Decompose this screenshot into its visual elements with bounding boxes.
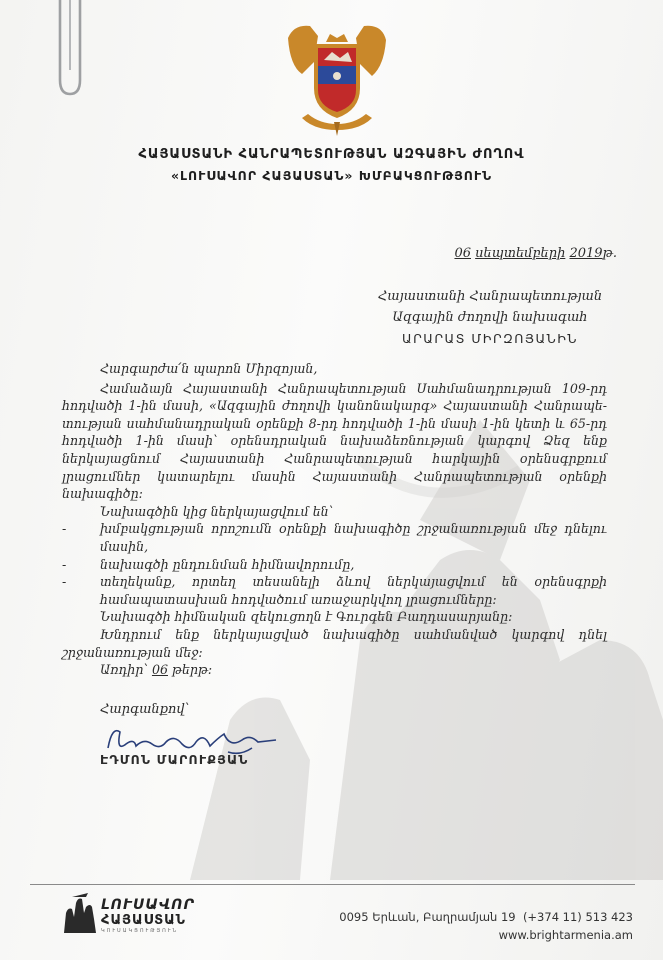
footer-address bbox=[339, 910, 633, 924]
logo-line2: ՀԱՅԱՍՏԱՆ bbox=[101, 913, 186, 928]
list-item: - նախագծի ընդունման հիմնավորումը, bbox=[62, 556, 607, 574]
date-month: սեպտեմբերի bbox=[475, 246, 566, 261]
faction-title: «ԼՈՒՍԱՎՈՐ ՀԱՅԱՍՏԱՆ» ԽՄԲԱԿՑՈՒԹՅՈՒՆ bbox=[170, 168, 493, 183]
greeting: Հարգարժա՛ն պարոն Միրզոյան, bbox=[100, 361, 318, 376]
recipient-line1: Հայաստանի Հանրապետության bbox=[377, 289, 603, 304]
attachments-intro: Նախագծին կից ներկայացվում են՝ bbox=[100, 503, 334, 519]
speaker-line: Նախագծի հիմնական զեկուցողն է Գուրգեն Բաղդասարյանը: bbox=[100, 609, 513, 625]
attachment-label: Առդիր՝ bbox=[100, 662, 148, 678]
letter-body bbox=[62, 360, 607, 679]
logo-line1: ԼՈՒՍԱՎՈՐ bbox=[101, 897, 195, 913]
footer-divider bbox=[30, 884, 635, 885]
attachment-unit: թերթ: bbox=[172, 662, 213, 678]
recipient-line2: Ազգային ժողովի նախագահ bbox=[392, 310, 588, 325]
recipient-block bbox=[330, 286, 650, 349]
paperclip-icon bbox=[48, 0, 88, 100]
attachments-list bbox=[62, 520, 607, 608]
footer-website: www.brightarmenia.am bbox=[498, 928, 633, 942]
paragraph-main: Համաձայն Հայաստանի Հանրապետության Սահմանադրության 109-րդ հոդվածի 1-ին մասի, «Ազգային ժողովի կանոնակարգ» Հայաստանի Հանրապե- տության սահմանադրական օրենքի 8-րդ հոդվածի 1-ին մասի 1-ին կետի և 65-րդ հոդվածի 1-ին մասի՝ օրենսդրական նախաձեռնության կարգով Ձեզ ենք ներկայացնում Հայաստանի Հանրապետության հարկային օրենսգրքում լրացումներ կատարելու մասին Հայաստանի Հանրապետության օրենքի նախագիծը: bbox=[62, 380, 607, 502]
phone-text: (+374 11) 513 423 bbox=[522, 910, 633, 924]
date-suffix: թ. bbox=[602, 246, 617, 261]
footer-logo-text bbox=[101, 898, 195, 935]
armenian-coat-of-arms-icon bbox=[284, 18, 390, 136]
bright-armenia-logo-icon bbox=[62, 893, 98, 937]
attachment-line bbox=[62, 661, 607, 679]
address-text: 0095 Երևան, Բաղրամյան 19 bbox=[339, 910, 516, 924]
recipient-name: ԱՐԱՐԱՏ ՄԻՐԶՈՅԱՆԻՆ bbox=[402, 331, 578, 346]
attachment-count: 06 bbox=[151, 662, 168, 678]
date-day: 06 bbox=[454, 246, 471, 261]
request-line: Խնդրում ենք ներկայացված նախագիծը սահմանված կարգով դնել շրջանառության մեջ: bbox=[62, 626, 607, 660]
closing: Հարգանքով՝ bbox=[100, 702, 190, 717]
letter-date bbox=[454, 246, 617, 261]
date-year: 2019 bbox=[569, 246, 603, 261]
logo-line3: ԿՈՒՍԱԿՑՈՒԹՅՈՒՆ bbox=[101, 928, 179, 934]
signer-name: ԷԴՄՈՆ ՄԱՐՈՒՔՅԱՆ bbox=[100, 752, 249, 767]
list-item: - տեղեկանք, որտեղ տեսանելի ձևով ներկայացվում են օրենսգրքի համապատասխան հոդվածում առաջարկվող լրացումները: bbox=[62, 573, 607, 608]
organization-title: ՀԱՅԱՍՏԱՆԻ ՀԱՆՐԱՊԵՏՈՒԹՅԱՆ ԱԶԳԱՅԻՆ ԺՈՂՈՎ bbox=[138, 147, 525, 162]
list-item: - խմբակցության որոշումն օրենքի նախագիծը շրջանառության մեջ դնելու մասին, bbox=[62, 520, 607, 555]
